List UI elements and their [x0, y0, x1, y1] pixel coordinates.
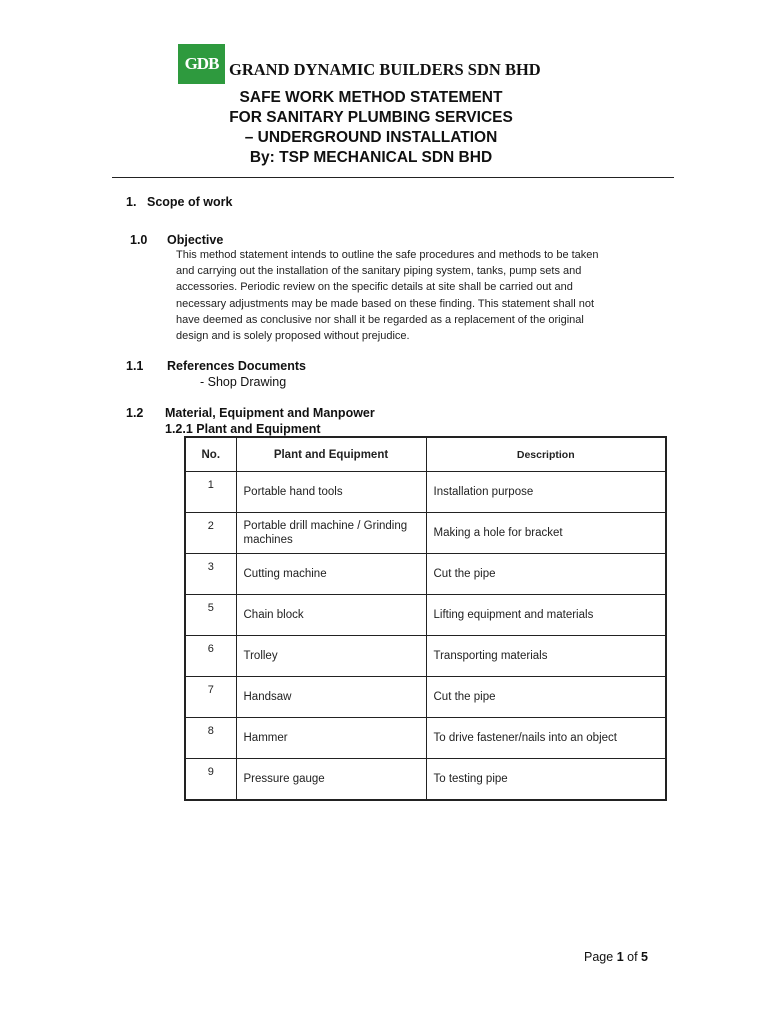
row-description: Cut the pipe: [426, 554, 666, 595]
table-row: [185, 636, 666, 677]
title-line-2: FOR SANITARY PLUMBING SERVICES: [229, 109, 513, 126]
table-row: [185, 472, 666, 513]
page-number: [584, 950, 648, 964]
row-equipment: Chain block: [236, 595, 426, 636]
row-no: 7: [185, 677, 236, 718]
row-no: 8: [185, 718, 236, 759]
row-equipment: Portable drill machine / Grinding machines: [236, 513, 426, 554]
row-description: Installation purpose: [426, 472, 666, 513]
row-no: 6: [185, 636, 236, 677]
table-row: [185, 718, 666, 759]
row-description: Making a hole for bracket: [426, 513, 666, 554]
page-label: Page: [584, 950, 614, 964]
plant-equipment-subheading: 1.2.1 Plant and Equipment: [165, 422, 321, 436]
objective-line: and carrying out the installation of the sanitary piping system, tanks, pump sets and: [176, 265, 582, 278]
row-equipment: Portable hand tools: [236, 472, 426, 513]
company-name: GRAND DYNAMIC BUILDERS SDN BHD: [229, 60, 541, 79]
table-row: [185, 595, 666, 636]
material-number: 1.2: [126, 406, 144, 420]
objective-line: design and is solely proposed without prejudice.: [176, 330, 410, 343]
row-description: To testing pipe: [426, 759, 666, 801]
references-item: - Shop Drawing: [200, 375, 287, 389]
header-plant-equipment: Plant and Equipment: [236, 437, 426, 472]
row-description: Cut the pipe: [426, 677, 666, 718]
row-equipment: Cutting machine: [236, 554, 426, 595]
scope-number: 1.: [126, 195, 137, 209]
objective-line: necessary adjustments may be made based on these finding. This statement shall not: [176, 297, 595, 310]
title-line-4: By: TSP MECHANICAL SDN BHD: [249, 149, 493, 166]
scope-heading: Scope of work: [147, 195, 233, 209]
objective-paragraph: [176, 247, 646, 344]
plant-equipment-table: [184, 436, 667, 801]
page-total: 5: [641, 950, 648, 964]
objective-heading: Objective: [167, 233, 224, 247]
row-no: 1: [185, 472, 236, 513]
table-row: [185, 677, 666, 718]
row-no: 3: [185, 554, 236, 595]
title-line-1: SAFE WORK METHOD STATEMENT: [239, 89, 503, 106]
header-description: Description: [426, 437, 666, 472]
row-equipment: Pressure gauge: [236, 759, 426, 801]
table-row: [185, 513, 666, 554]
references-heading: References Documents: [167, 359, 306, 373]
row-no: 5: [185, 595, 236, 636]
of-label: of: [627, 950, 638, 964]
material-heading: Material, Equipment and Manpower: [165, 406, 375, 420]
row-description: Lifting equipment and materials: [426, 595, 666, 636]
row-equipment: Trolley: [236, 636, 426, 677]
table-row: [185, 759, 666, 801]
row-no: 9: [185, 759, 236, 801]
row-description: To drive fastener/nails into an object: [426, 718, 666, 759]
table-header-row: [185, 437, 666, 472]
company-logo: GDB: [178, 44, 225, 84]
row-equipment: Hammer: [236, 718, 426, 759]
page-current: 1: [616, 950, 624, 964]
header-divider: [112, 177, 674, 178]
table-row: [185, 554, 666, 595]
objective-line: This method statement intends to outline the safe procedures and methods to be taken: [176, 249, 599, 261]
objective-line: have deemed as conclusive nor shall it be regarded as a replacement of the original: [176, 313, 584, 326]
row-description: Transporting materials: [426, 636, 666, 677]
objective-number: 1.0: [130, 233, 148, 247]
header-no: No.: [185, 437, 236, 472]
document-title: [170, 88, 572, 168]
references-number: 1.1: [126, 359, 144, 373]
row-equipment: Handsaw: [236, 677, 426, 718]
row-no: 2: [185, 513, 236, 554]
title-line-3: – UNDERGROUND INSTALLATION: [244, 129, 498, 146]
objective-line: accessories. Periodic review on the specific details at site shall be carried out and: [176, 281, 573, 294]
